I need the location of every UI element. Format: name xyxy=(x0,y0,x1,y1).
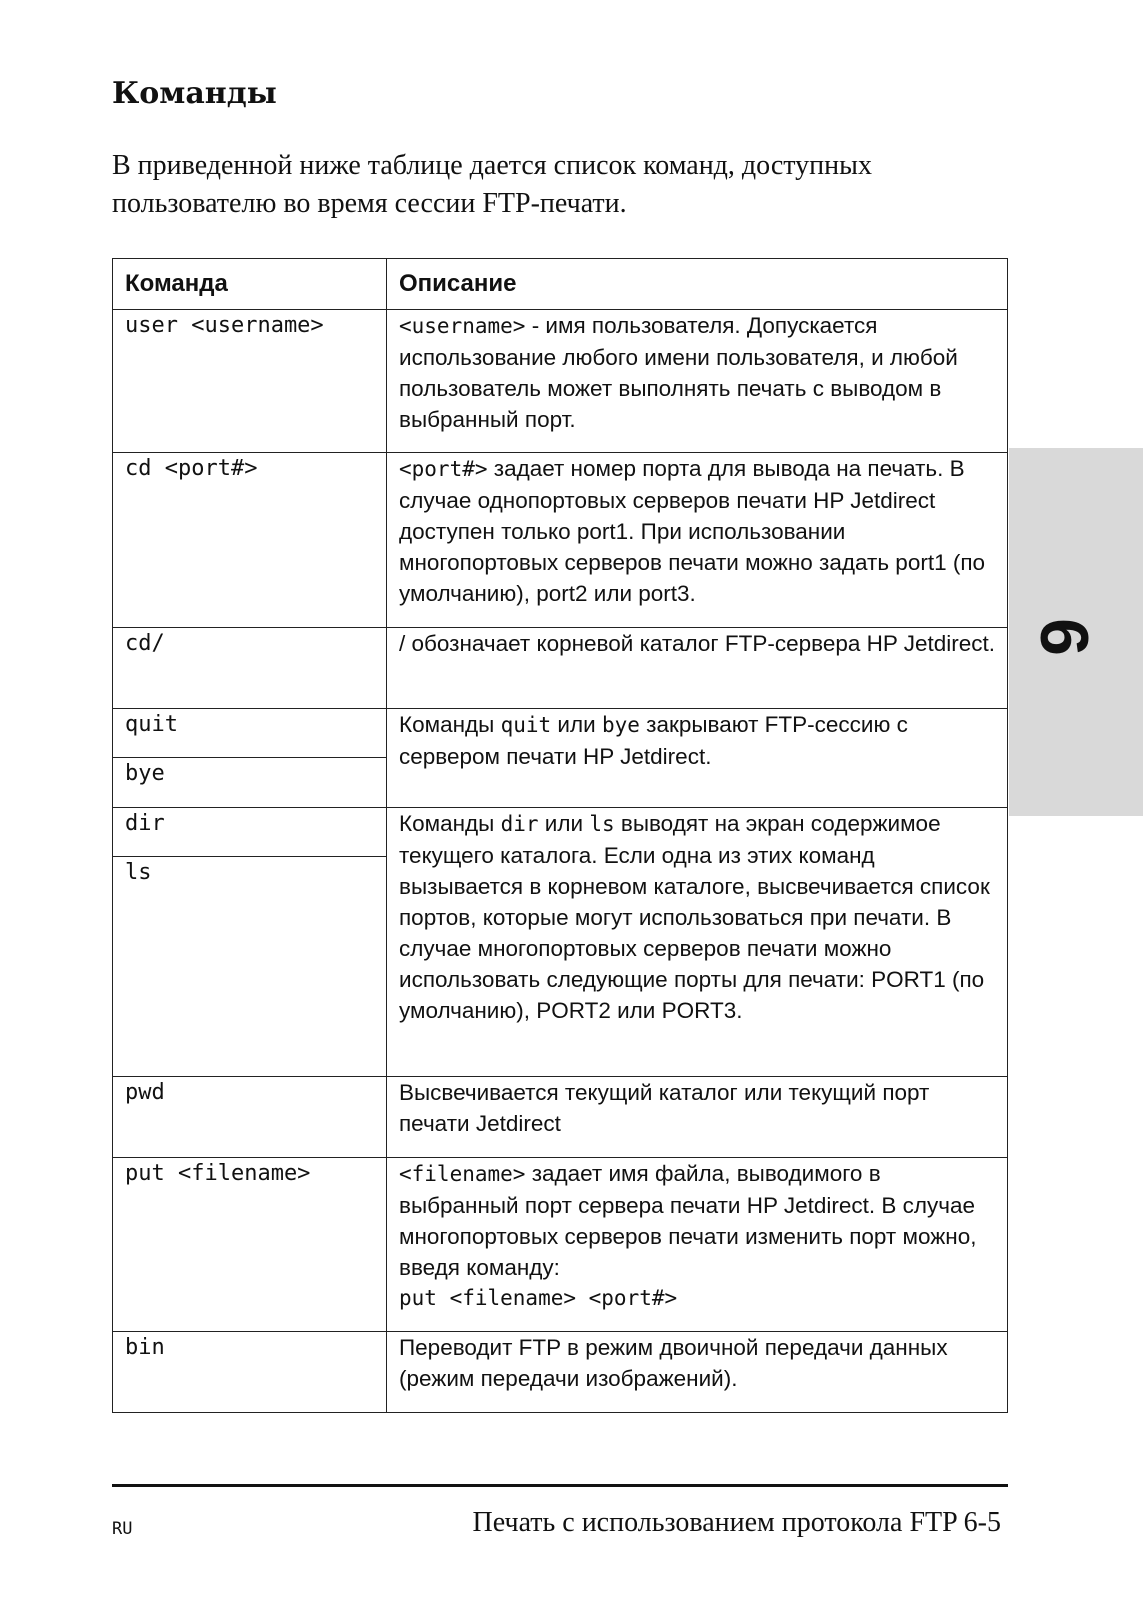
description-code: <username> xyxy=(399,314,526,338)
description-text: Команды xyxy=(399,811,501,836)
command-cell: bin xyxy=(113,1332,387,1413)
table-row xyxy=(113,709,1008,758)
description-code: ls xyxy=(589,812,615,836)
table-row xyxy=(113,453,1008,628)
description-cell xyxy=(387,808,1008,1077)
description-cell xyxy=(387,709,1008,808)
table-header-row xyxy=(113,259,1008,310)
command-cell: cd <port#> xyxy=(113,453,387,628)
description-text: задает номер порта для вывода на печать. В случае однопортовых серверов печати HP Jetdirect доступен только port1. При использовании многопортовых серверов печати можно задать port1 (по умолчанию), port2 или port3. xyxy=(399,456,986,606)
description-cell: / обозначает корневой каталог FTP-сервера HP Jetdirect. xyxy=(387,628,1008,709)
commands-table xyxy=(112,258,1008,1413)
table-row xyxy=(113,1332,1008,1413)
description-text: Команды xyxy=(399,712,501,737)
command-cell: quit xyxy=(113,709,387,758)
description-text: задает имя файла, выводимого в выбранный порт сервера печати HP Jetdirect. В случае многопортовых серверов печати изменить порт можно, введя команду: xyxy=(399,1161,977,1280)
description-code: dir xyxy=(500,812,539,836)
table-row xyxy=(113,1158,1008,1332)
description-text: выводят на экран содержимое текущего каталога. Если одна из этих команд вызывается в корневом каталоге, высвечивается список портов, которые могут использоваться при печати. В случае многопортовых серверов печати можно использовать следующие порты для печати: PORT1 (по умолчанию), PORT2 или PORT3. xyxy=(399,811,990,1023)
table-row xyxy=(113,1077,1008,1158)
description-code: <port#> xyxy=(399,457,488,481)
command-cell: bye xyxy=(113,758,387,808)
footer-language: RU xyxy=(112,1519,133,1539)
command-cell: pwd xyxy=(113,1077,387,1158)
description-text: - имя пользователя. Допускается использование любого имени пользователя, и любой пользователь может выполнять печать с выводом в выбранный порт. xyxy=(399,313,958,432)
description-text: закрывают FTP-сессию с сервером печати HP Jetdirect. xyxy=(399,712,908,769)
footer-title: Печать с использованием протокола FTP 6-5 xyxy=(472,1507,1001,1538)
description-example-code: put <filename> <port#> xyxy=(399,1286,678,1310)
footer-divider xyxy=(112,1484,1008,1487)
header-description: Описание xyxy=(387,259,1008,310)
description-code: quit xyxy=(500,713,552,737)
description-cell xyxy=(387,453,1008,628)
description-cell: Переводит FTP в режим двоичной передачи данных (режим передачи изображений). xyxy=(387,1332,1008,1413)
header-command: Команда xyxy=(113,259,387,310)
description-cell xyxy=(387,1158,1008,1332)
description-cell xyxy=(387,310,1008,453)
command-cell: dir xyxy=(113,808,387,857)
table-row xyxy=(113,310,1008,453)
command-cell: cd/ xyxy=(113,628,387,709)
description-cell: Высвечивается текущий каталог или текущий порт печати Jetdirect xyxy=(387,1077,1008,1158)
table-row xyxy=(113,628,1008,709)
description-text: или xyxy=(538,811,590,836)
command-cell: ls xyxy=(113,857,387,1077)
section-heading: Команды xyxy=(112,76,277,111)
intro-paragraph: В приведенной ниже таблице дается список команд, доступных пользователю во время сессии FTP-печати. xyxy=(112,150,872,219)
description-code: bye xyxy=(601,713,640,737)
chapter-number: 6 xyxy=(1026,618,1102,656)
chapter-tab xyxy=(1009,448,1143,816)
command-cell: user <username> xyxy=(113,310,387,453)
description-code: <filename> xyxy=(399,1162,526,1186)
command-cell: put <filename> xyxy=(113,1158,387,1332)
description-text: или xyxy=(551,712,602,737)
table-row xyxy=(113,808,1008,857)
